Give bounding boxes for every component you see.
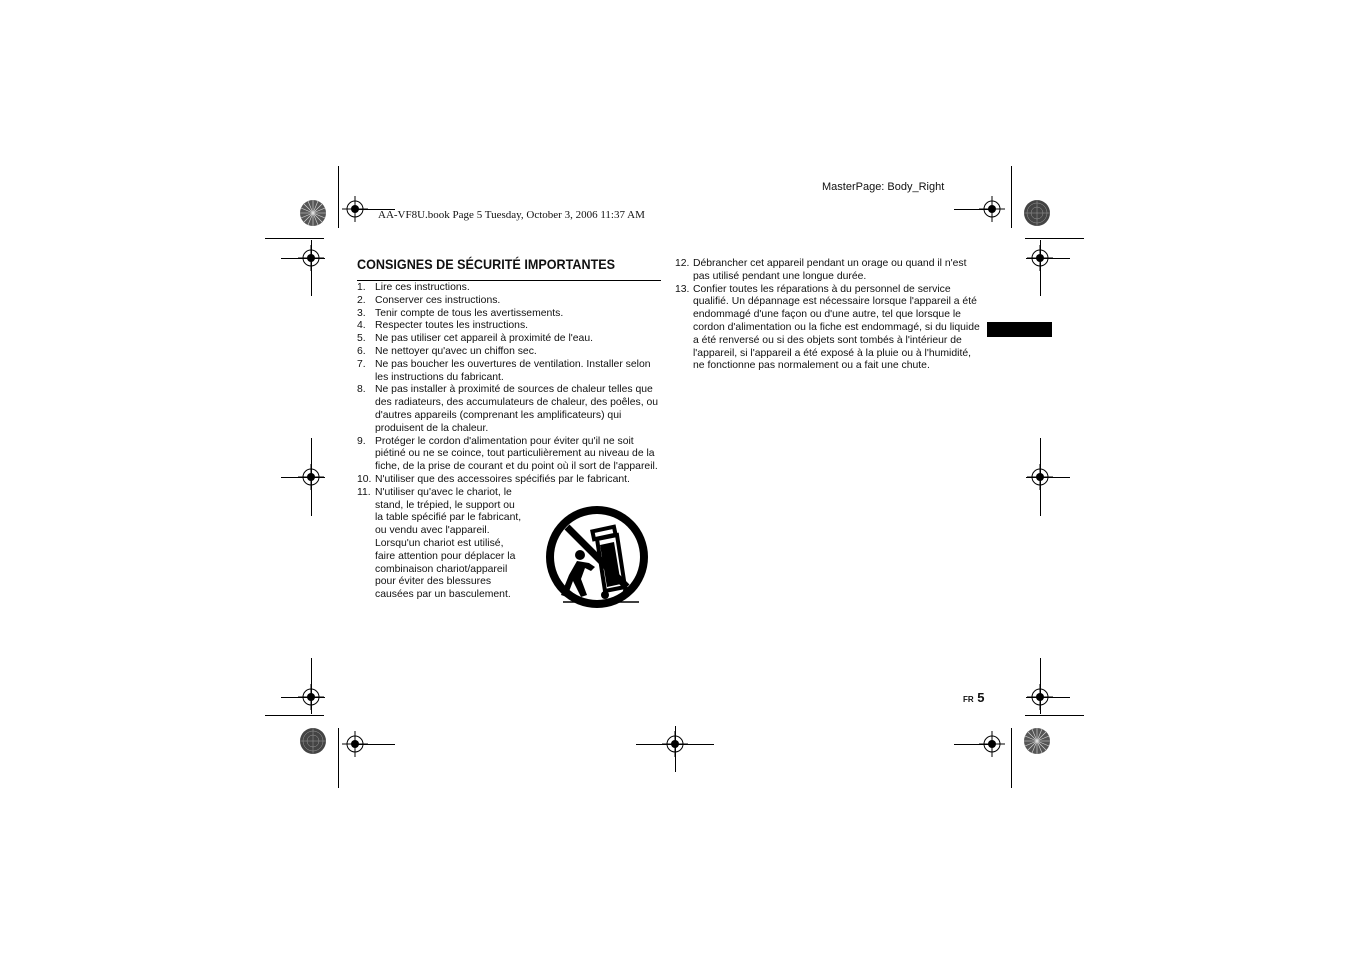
language-code: FR (963, 695, 974, 704)
item-number: 4. (357, 320, 366, 332)
crop-line (281, 258, 325, 259)
crop-line (1040, 240, 1041, 296)
crop-line (355, 744, 395, 745)
crop-line (1011, 728, 1012, 788)
item-text: Protéger le cordon d'alimentation pour éviter qu'il ne soit piétiné ou ne se coince, tout particulièrement au niveau de la fiche, de la prise de courant et du point où il sort de l'appareil. (375, 435, 658, 473)
language-tab-marker (987, 322, 1052, 337)
masterpage-label: MasterPage: Body_Right (822, 181, 945, 193)
crop-line (338, 728, 339, 788)
item-number: 1. (357, 282, 366, 293)
list-item (357, 308, 662, 321)
item-text: Confier toutes les réparations à du personnel de service qualifié. Un dépannage est nécessaire lorsque l'appareil a été endommagé d'une façon ou d'une autre, tel que lorsque le cordon d'alimentation ou la fiche est endommagé, si du liquide a été renversé ou si des objets sont tombés à l'intérieur de l'appareil, si l'appareil a été exposé à la pluie ou à l'humidité, ne fonctionne pas normalement ou a fait une chute. (693, 283, 980, 372)
crop-line (1025, 715, 1084, 716)
crop-line (281, 697, 325, 698)
crop-line (1026, 697, 1070, 698)
item-number: 10. (357, 473, 372, 485)
starburst-target-icon (299, 199, 327, 227)
list-item (357, 346, 662, 359)
item-number: 3. (357, 307, 366, 319)
crop-line (954, 744, 994, 745)
item-number: 13. (675, 283, 690, 295)
item-text: Ne nettoyer qu'avec un chiffon sec. (375, 345, 537, 357)
item-number: 6. (357, 345, 366, 357)
crop-line (265, 715, 324, 716)
item-text: Ne pas boucher les ouvertures de ventilation. Installer selon les instructions du fabricant. (375, 358, 651, 383)
item-number: 9. (357, 435, 366, 447)
item-text: Ne pas installer à proximité de sources de chaleur telles que des radiateurs, des accumulateurs de chaleur, des poêles, ou d'autres appareils (comprenant les amplificateurs) qui produisent de la chaleur. (375, 384, 659, 434)
item-number: 5. (357, 333, 366, 345)
item-number: 11. (357, 486, 371, 498)
list-item (675, 284, 980, 374)
instructions-list-right (675, 258, 980, 373)
page-number (963, 690, 985, 705)
crop-line (281, 477, 325, 478)
list-item (357, 474, 662, 487)
cart-tip-over-warning-icon (545, 505, 649, 609)
crop-line (311, 658, 312, 714)
list-item (357, 436, 662, 474)
item-text: Conserver ces instructions. (375, 294, 501, 306)
item-text: Ne pas utiliser cet appareil à proximité de l'eau. (375, 333, 593, 345)
book-info-line: AA-VF8U.book Page 5 Tuesday, October 3, 2006 11:37 AM (378, 209, 645, 221)
crop-line (954, 209, 994, 210)
item-text: Débrancher cet appareil pendant un orage ou quand il n'est pas utilisé pendant une longue durée. (693, 258, 967, 282)
list-item (357, 295, 662, 308)
item-text: N'utiliser qu'avec le chariot, le stand, le trépied, le support ou la table spécifié par le fabricant, ou vendu avec l'appareil. Lorsqu'un chariot est utilisé, faire attention pour déplacer la combinaison chariot/appareil pour éviter des blessures causées par un basculement. (375, 486, 522, 601)
list-item (357, 384, 662, 435)
crop-line (311, 438, 312, 516)
crop-line (1040, 438, 1041, 516)
list-item (357, 320, 662, 333)
item-number: 7. (357, 358, 366, 370)
item-text: Tenir compte de tous les avertissements. (375, 307, 564, 319)
starburst-target-icon (1023, 199, 1051, 227)
list-item (357, 282, 662, 295)
list-item (357, 359, 662, 385)
list-item (357, 333, 662, 346)
starburst-target-icon (1023, 727, 1051, 755)
item-text: N'utiliser que des accessoires spécifiés par le fabricant. (375, 473, 630, 485)
item-number: 12. (675, 258, 690, 269)
item-text: Respecter toutes les instructions. (375, 320, 529, 332)
crop-line (675, 726, 676, 772)
crop-line (1025, 238, 1084, 239)
section-title: CONSIGNES DE SÉCURITÉ IMPORTANTES (357, 256, 616, 272)
item-text: Lire ces instructions. (375, 282, 470, 293)
crop-line (265, 238, 324, 239)
page-number-value: 5 (977, 690, 985, 705)
crop-line (1026, 258, 1070, 259)
crop-line (1011, 166, 1012, 228)
title-underline (357, 280, 661, 281)
crop-line (338, 166, 339, 228)
starburst-target-icon (299, 727, 327, 755)
crop-line (1040, 658, 1041, 714)
item-number: 8. (357, 384, 366, 396)
crop-line (311, 240, 312, 296)
list-item (675, 258, 980, 284)
item-number: 2. (357, 294, 366, 306)
crop-line (1026, 477, 1070, 478)
